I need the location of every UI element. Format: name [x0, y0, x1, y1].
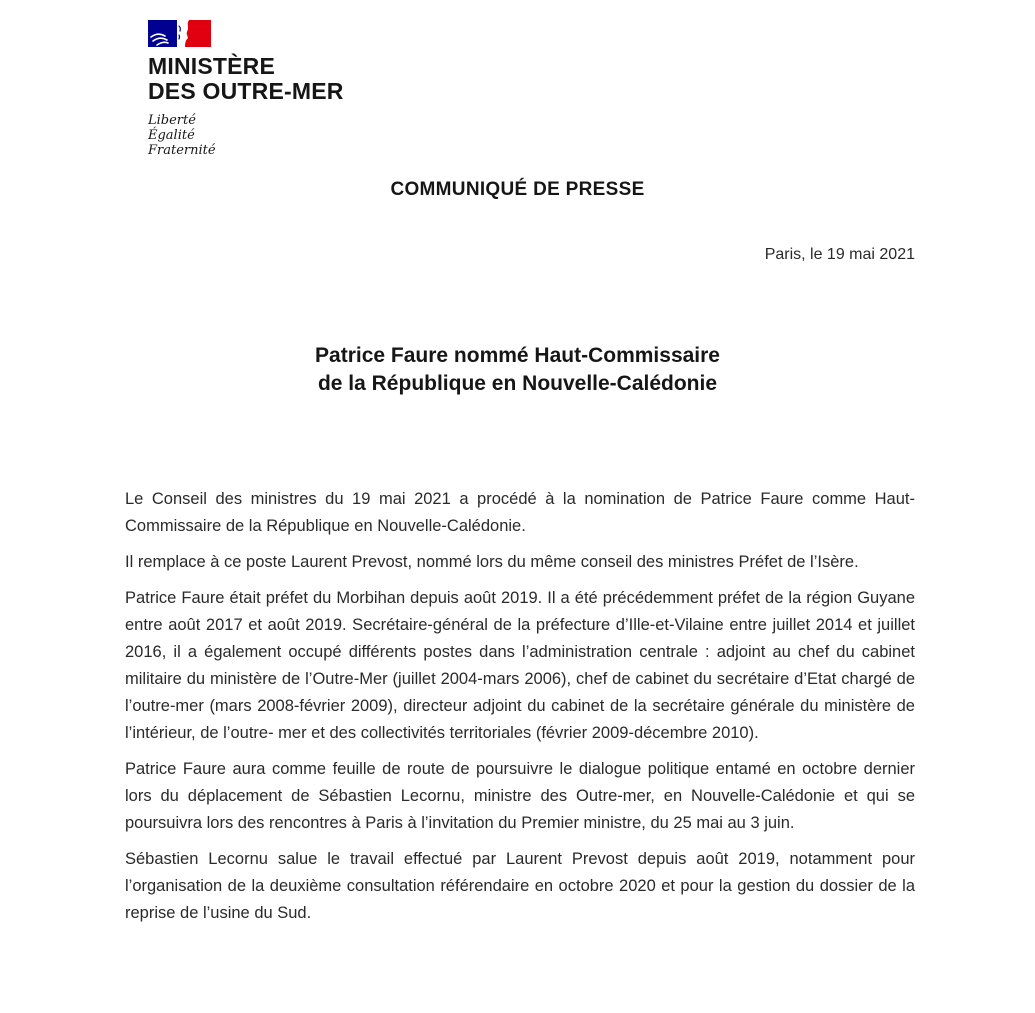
dateline: Paris, le 19 mai 2021 — [764, 246, 915, 263]
page-title-line1: Patrice Faure nommé Haut-Commissaire — [315, 344, 720, 367]
government-logo-block — [148, 20, 344, 158]
page-title — [0, 342, 1035, 398]
press-release-kicker: COMMUNIQUÉ DE PRESSE — [390, 179, 645, 200]
press-release-paragraph: Patrice Faure était préfet du Morbihan depuis août 2019. Il a été précédemment préfet de la région Guyane entre août 2017 et août 2019. Secrétaire-général de la préfecture d’Ille-et-Vilaine entre juillet 2014 et juillet 2016, il a également occupé différents postes dans l’administration centrale : adjoint au chef du cabinet militaire du ministère de l’Outre-Mer (juillet 2004-mars 2006), chef de cabinet du secrétaire d’Etat chargé de l’outre-mer (mars 2008-février 2009), directeur adjoint du cabinet de la secrétaire générale du ministère de l’intérieur, de l’outre- mer et des collectivités territoriales (février 2009-décembre 2010). — [125, 589, 915, 742]
motto-fraternite: Fraternité — [148, 143, 216, 158]
press-release-paragraph: Patrice Faure aura comme feuille de route de poursuivre le dialogue politique entamé en octobre dernier lors du déplacement de Sébastien Lecornu, ministre des Outre-mer, en Nouvelle-Calédonie et qui se poursuivra lors des rencontres à Paris à l’invitation du Premier ministre, du 25 mai au 3 juin. — [125, 760, 915, 832]
motto-liberte: Liberté — [148, 113, 196, 128]
press-release-paragraph: Il remplace à ce poste Laurent Prevost, nommé lors du même conseil des ministres Préfet de l’Isère. — [125, 553, 859, 571]
motto-egalite: Égalité — [148, 128, 195, 143]
press-release-paragraph: Le Conseil des ministres du 19 mai 2021 a procédé à la nomination de Patrice Faure comme Haut-Commissaire de la République en Nouvelle-Calédonie. — [125, 490, 915, 535]
republic-motto — [148, 113, 344, 158]
french-flag-marianne-icon — [148, 20, 211, 47]
ministry-name-line2: DES OUTRE-MER — [148, 78, 344, 104]
ministry-name — [148, 54, 344, 104]
press-release-paragraph: Sébastien Lecornu salue le travail effectué par Laurent Prevost depuis août 2019, notamment pour l’organisation de la deuxième consultation référendaire en octobre 2020 et pour la gestion du dossier de la reprise de l’usine du Sud. — [125, 850, 915, 922]
ministry-name-line1: MINISTÈRE — [148, 53, 276, 79]
page-title-line2: de la République en Nouvelle-Calédonie — [317, 372, 718, 395]
press-release-body — [125, 486, 915, 936]
